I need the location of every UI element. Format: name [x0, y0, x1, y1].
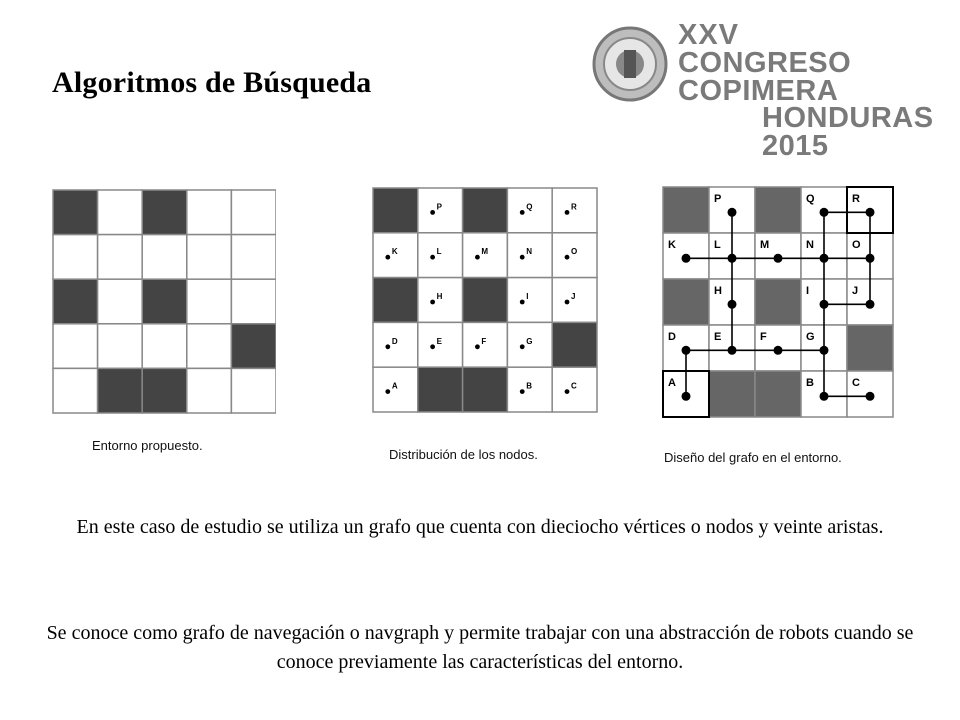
obstacle-cell: [663, 187, 709, 233]
node-label: M: [481, 247, 489, 257]
free-cell: [98, 279, 143, 324]
obstacle-cell: [231, 324, 276, 369]
graph-node-label: N: [806, 239, 814, 251]
free-cell: [231, 368, 276, 413]
free-cell: [142, 235, 187, 280]
node-label: N: [526, 247, 532, 257]
node-dot: [565, 300, 570, 305]
node-label: G: [526, 336, 533, 346]
graph-node-label: O: [852, 239, 861, 251]
free-cell: [98, 235, 143, 280]
obstacle-cell: [418, 367, 463, 412]
graph-node-label: F: [760, 331, 767, 343]
paragraph-1: En este caso de estudio se utiliza un grafo que cuenta con dieciocho vértices o nodos y veinte aristas.: [76, 516, 884, 538]
node-dot: [520, 255, 525, 260]
obstacle-cell: [709, 371, 755, 417]
graph-node: [866, 208, 875, 217]
free-cell: [53, 368, 98, 413]
graph-node: [682, 254, 691, 263]
node-dot: [565, 255, 570, 260]
caption-figure-3: Diseño del grafo en el entorno.: [664, 450, 842, 465]
node-label: O: [571, 247, 578, 257]
graph-node: [682, 392, 691, 401]
node-dot: [475, 255, 480, 260]
node-label: B: [526, 381, 532, 391]
graph-node: [728, 208, 737, 217]
node-label: D: [391, 336, 398, 346]
graph-node: [728, 346, 737, 355]
node-dot: [520, 344, 525, 349]
graph-node-label: K: [668, 239, 676, 251]
graph-node-label: D: [668, 331, 676, 343]
obstacle-cell: [373, 188, 418, 233]
graph-node: [774, 254, 783, 263]
node-dot: [385, 255, 390, 260]
obstacle-cell: [663, 279, 709, 325]
free-cell: [231, 190, 276, 235]
graph-node-label: R: [852, 193, 860, 205]
graph-node-label: J: [852, 285, 859, 297]
obstacle-cell: [373, 278, 418, 323]
graph-node: [728, 300, 737, 309]
graph-node-label: G: [806, 331, 815, 343]
node-dot: [520, 389, 525, 394]
graph-node: [820, 392, 829, 401]
free-cell: [187, 190, 232, 235]
free-cell: [142, 324, 187, 369]
graph-node-label: E: [714, 331, 722, 343]
node-dot: [565, 210, 570, 215]
node-dot: [430, 344, 435, 349]
figure-graph-design: [662, 186, 894, 418]
free-cell: [53, 235, 98, 280]
free-cell: [187, 324, 232, 369]
obstacle-cell: [463, 188, 508, 233]
obstacle-cell: [755, 187, 801, 233]
node-label: Q: [526, 202, 533, 212]
free-cell: [98, 190, 143, 235]
node-label: E: [436, 336, 442, 346]
node-label: K: [391, 247, 398, 257]
node-label: H: [436, 292, 443, 301]
free-cell: [187, 368, 232, 413]
node-dot: [430, 255, 435, 260]
graph-node: [866, 254, 875, 263]
caption-figure-1: Entorno propuesto.: [92, 438, 203, 453]
free-cell: [187, 235, 232, 280]
graph-node-label: B: [806, 377, 814, 389]
obstacle-cell: [98, 368, 143, 413]
graph-node: [728, 254, 737, 263]
graph-node-label: P: [714, 193, 722, 205]
paragraph-2: Se conoce como grafo de navegación o navgraph y permite trabajar con una abstracción de robots cuando se conoce previamente las características del entorno.: [46, 622, 914, 673]
obstacle-cell: [53, 279, 98, 324]
graph-node-label: C: [852, 377, 860, 389]
node-dot: [475, 344, 480, 349]
free-cell: [507, 278, 552, 323]
obstacle-cell: [463, 367, 508, 412]
node-dot: [520, 210, 525, 215]
figure-node-distribution: [372, 187, 598, 417]
logo-line-3: HONDURAS 2015: [762, 102, 934, 163]
node-dot: [385, 344, 390, 349]
node-label: A: [391, 381, 398, 391]
copimera-seal-icon: [590, 20, 670, 108]
graph-node: [820, 300, 829, 309]
obstacle-cell: [755, 279, 801, 325]
figure-proposed-environment: [52, 189, 276, 419]
logo-line-1: XXV: [678, 19, 740, 51]
logo-line-2: CONGRESO COPIMERA: [678, 46, 852, 107]
obstacle-cell: [142, 368, 187, 413]
graph-node-label: H: [714, 285, 722, 297]
obstacle-cell: [755, 371, 801, 417]
obstacle-cell: [847, 325, 893, 371]
node-dot: [520, 300, 525, 305]
congress-logo: [590, 19, 934, 163]
graph-node: [866, 392, 875, 401]
graph-node-label: L: [714, 239, 721, 251]
node-label: P: [436, 202, 442, 212]
node-dot: [565, 389, 570, 394]
graph-node: [866, 300, 875, 309]
free-cell: [231, 279, 276, 324]
node-label: C: [571, 381, 577, 391]
free-cell: [98, 324, 143, 369]
node-label: R: [571, 202, 577, 212]
graph-node-label: M: [760, 239, 770, 251]
obstacle-cell: [142, 190, 187, 235]
graph-node: [774, 346, 783, 355]
node-label: F: [481, 336, 487, 346]
node-dot: [430, 300, 435, 305]
graph-node-label: I: [806, 285, 810, 297]
node-dot: [385, 389, 390, 394]
graph-node: [820, 346, 829, 355]
graph-node-label: A: [668, 377, 676, 389]
node-dot: [430, 210, 435, 215]
node-label: L: [436, 247, 442, 257]
slide-title: Algoritmos de Búsqueda: [52, 66, 372, 99]
node-label: J: [571, 292, 576, 301]
graph-node-label: Q: [806, 193, 815, 205]
graph-node: [682, 346, 691, 355]
obstacle-cell: [53, 190, 98, 235]
graph-node: [820, 254, 829, 263]
obstacle-cell: [552, 322, 597, 367]
free-cell: [231, 235, 276, 280]
free-cell: [187, 279, 232, 324]
graph-node: [820, 208, 829, 217]
caption-figure-2: Distribución de los nodos.: [389, 447, 538, 462]
obstacle-cell: [142, 279, 187, 324]
node-label: I: [526, 292, 529, 301]
free-cell: [53, 324, 98, 369]
obstacle-cell: [463, 278, 508, 323]
